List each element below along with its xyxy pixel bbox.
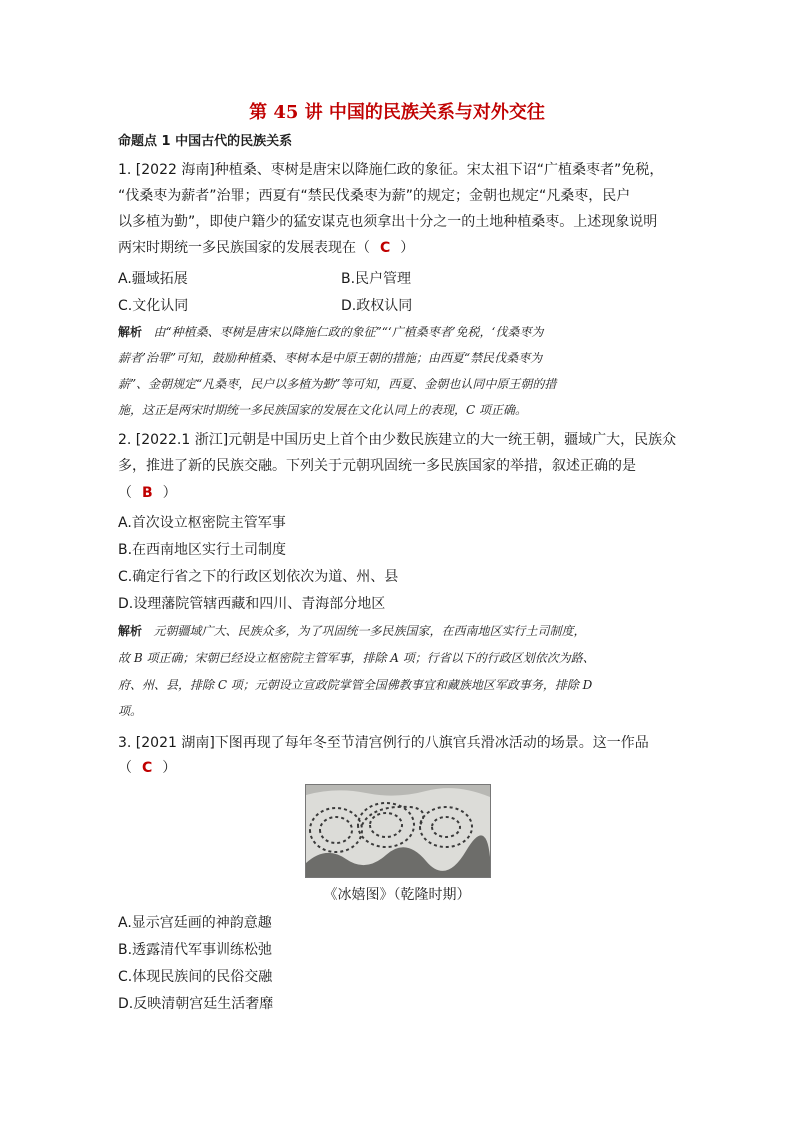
q2-explanation-label: 解析 <box>118 624 143 638</box>
q2-explanation-text: 元朝疆域广大、民族众多，为了巩固统一多民族国家，在西南地区实行土司制度， <box>153 624 586 638</box>
q1-stem-line: 1. [2022 海南]种植桑、枣树是唐宋以降施仁政的象征。宋太祖下诏“广植桑枣者”免税， <box>118 162 664 178</box>
q1-explanation-line: 薪”、金朝规定“凡桑枣，民户以多植为勤”等可知，西夏、金朝也认同中原王朝的措 <box>118 377 557 391</box>
q1-stem-line: “伐桑枣为薪者”治罪；西夏有“禁民伐桑枣为薪”的规定；金朝也规定“凡桑枣，民户 <box>118 188 631 204</box>
q1-explanation-line: 薪者’治罪”可知，鼓励种植桑、枣树本是中原王朝的措施；由西夏“禁民伐桑枣为 <box>118 351 543 365</box>
q3-option-d: D.反映清朝宫廷生活奢靡 <box>118 996 274 1012</box>
q1-option-b: B.民户管理 <box>341 271 412 287</box>
q2-stem-line: 多，推进了新的民族交融。下列关于元朝巩固统一多民族国家的举措，叙述正确的是 <box>118 458 636 474</box>
q1-stem-line: 以多植为勤”，即使户籍少的猛安谋克也须拿出十分之一的土地种植桑枣。上述现象说明 <box>118 214 658 230</box>
page-title: 第 45 讲 中国的民族关系与对外交往 <box>249 102 545 123</box>
q3-option-b: B.透露清代军事训练松弛 <box>118 942 273 958</box>
q1-stem-line-last <box>118 238 414 258</box>
q1-explanation-line <box>118 322 543 342</box>
q2-explanation-line: 故 B 项正确；宋朝已经设立枢密院主管军事，排除 A 项；行省以下的行政区划依次为路、 <box>118 651 595 665</box>
q2-option-c: C.确定行省之下的行政区划依次为道、州、县 <box>118 569 399 585</box>
q3-stem-line: 3. [2021 湖南]下图再现了每年冬至节清宫例行的八旗官兵滑冰活动的场景。这一作品 <box>118 735 649 751</box>
q2-stem-line: 2. [2022.1 浙江]元朝是中国历史上首个由少数民族建立的大一统王朝，疆域广大，民族众 <box>118 432 677 448</box>
q3-open-paren: （ <box>118 760 132 776</box>
q1-explanation-text: 由“种植桑、枣树是唐宋以降施仁政的象征”“‘广植桑枣者’免税，‘伐桑枣为 <box>153 325 544 339</box>
q2-option-a: A.首次设立枢密院主管军事 <box>118 515 286 531</box>
q2-answer: B <box>142 485 153 501</box>
q2-option-d: D.设理藩院管辖西藏和四川、青海部分地区 <box>118 596 386 612</box>
q1-option-a: A.疆域拓展 <box>118 271 188 287</box>
q2-explanation-line: 府、州、县，排除 C 项；元朝设立宣政院掌管全国佛教事宜和藏族地区军政事务，排除 D <box>118 678 593 692</box>
section-heading: 命题点 1 中国古代的民族关系 <box>118 134 293 149</box>
q1-explanation-line: 施，这正是两宋时期统一多民族国家的发展在文化认同上的表现，C 项正确。 <box>118 403 527 417</box>
q1-explanation-label: 解析 <box>118 325 143 339</box>
q2-answer-line <box>118 483 177 503</box>
q1-answer: C <box>380 240 391 256</box>
q2-open-paren: （ <box>118 485 132 501</box>
q3-answer-line <box>118 758 176 778</box>
q3-answer: C <box>142 760 153 776</box>
q1-option-c: C.文化认同 <box>118 298 189 314</box>
q3-close-paren: ） <box>162 760 177 776</box>
q3-option-c: C.体现民族间的民俗交融 <box>118 969 273 985</box>
q2-explanation-line <box>118 621 585 641</box>
painting-image <box>305 784 491 878</box>
q2-option-b: B.在西南地区实行土司制度 <box>118 542 287 558</box>
q2-close-paren: ） <box>162 485 177 501</box>
q3-option-a: A.显示宫廷画的神韵意趣 <box>118 915 272 931</box>
q1-option-d: D.政权认同 <box>341 298 413 314</box>
ice-skating-painting-icon <box>306 785 490 877</box>
q1-stem-text: 两宋时期统一多民族国家的发展表现在（ <box>118 240 370 256</box>
figure-caption: 《冰嬉图》（乾隆时期） <box>323 887 471 903</box>
q2-explanation-line: 项。 <box>118 704 143 718</box>
q1-close-paren: ） <box>400 240 415 256</box>
